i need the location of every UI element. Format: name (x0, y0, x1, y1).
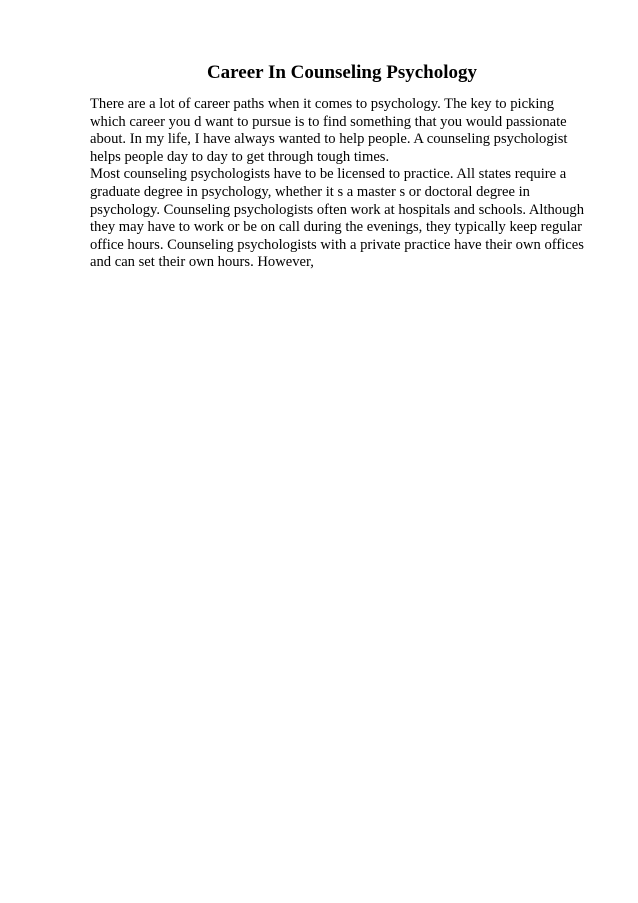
body-line: Most counseling psychologists have to be licensed to practice. All states require a (90, 166, 567, 183)
body-line: psychology. Counseling psychologists often work at hospitals and schools. Although (90, 201, 584, 218)
body-line: There are a lot of career paths when it comes to psychology. The key to picking (90, 96, 555, 112)
body-line: office hours. Counseling psychologists with a private practice have their own offices (90, 236, 584, 253)
body-line: helps people day to day to get through tough times. (90, 148, 390, 165)
body-line: which career you d want to pursue is to find something that you would passionate (90, 113, 567, 130)
body-line: about. In my life, I have always wanted to help people. A counseling psychologist (90, 131, 568, 148)
body-line: and can set their own hours. However, (90, 254, 314, 271)
document-body (90, 96, 590, 272)
body-line: graduate degree in psychology, whether it s a master s or doctoral degree in (90, 183, 530, 200)
document-title: Career In Counseling Psychology (206, 62, 478, 83)
body-line: they may have to work or be on call during the evenings, they typically keep regular (90, 219, 582, 236)
